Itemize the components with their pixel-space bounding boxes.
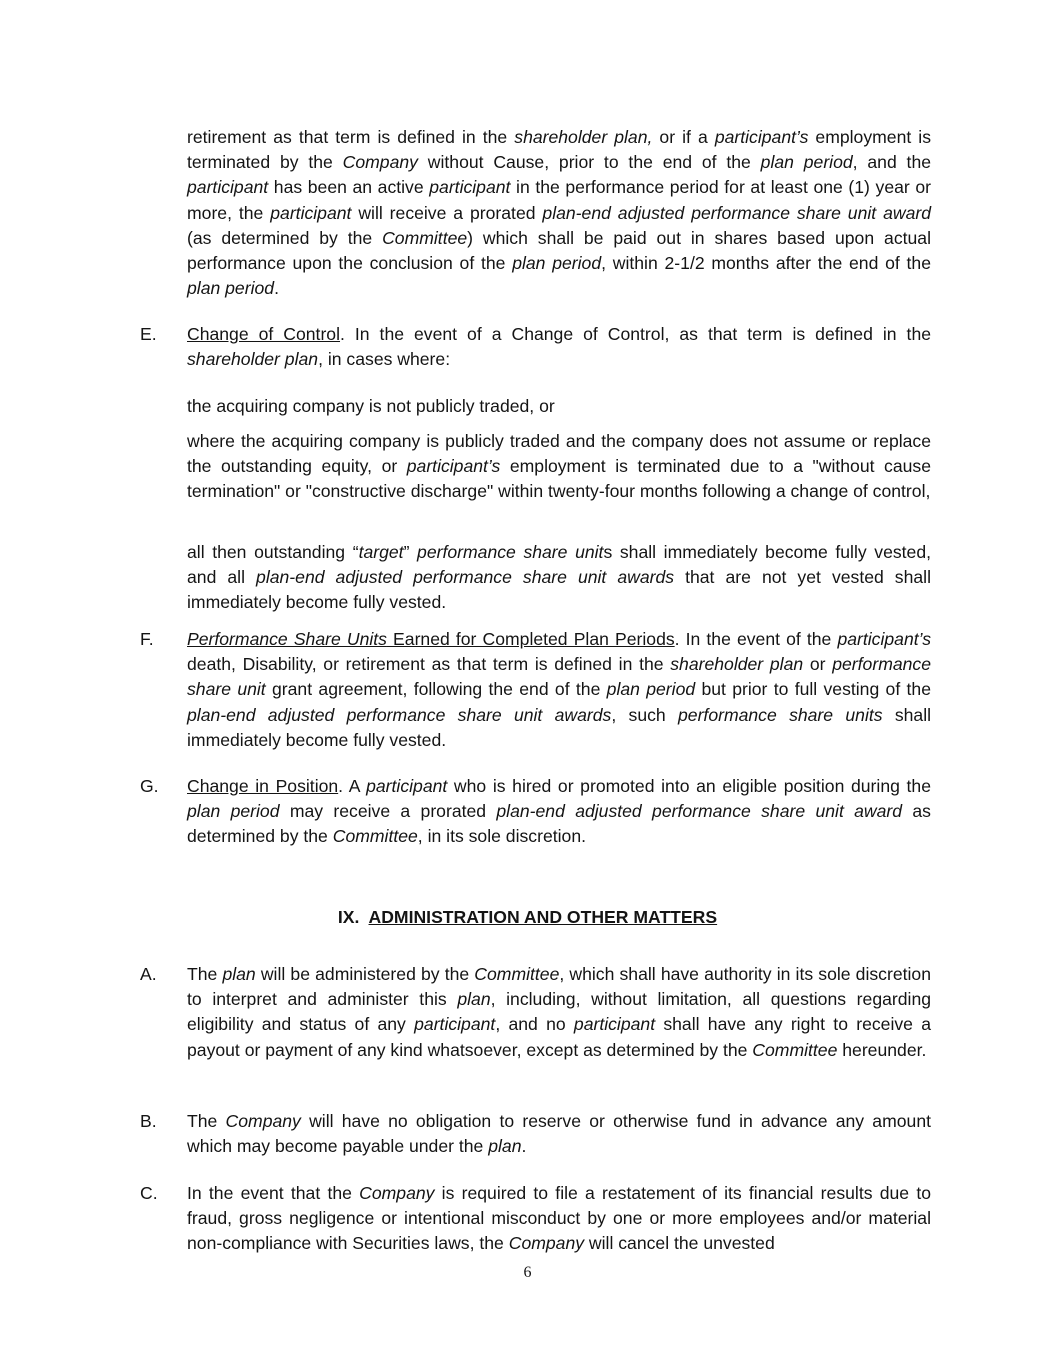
text-run: plan <box>222 964 256 984</box>
text-run: Change of Control <box>187 324 341 344</box>
section-g-paragraph <box>187 774 931 850</box>
text-run: may receive a prorated <box>279 801 497 822</box>
text-run: is required to file a restatement of its financial results due to fraud, gross negligence or intentional misconduct by one or more employees and/or material non-compliance with Securities laws, the <box>187 1183 931 1254</box>
text-run: plan-end adjusted performance share unit awards <box>256 567 675 588</box>
text-run: Committee <box>474 964 560 984</box>
text-run: plan-end adjusted performance share unit award <box>496 801 903 822</box>
text-run: in the performance period for at least one (1) year or more, the <box>187 177 931 223</box>
text-run: plan period <box>187 801 280 822</box>
text-run: plan <box>457 989 491 1010</box>
section-g-label: G. <box>140 776 159 796</box>
text-run: grant agreement, following the end of the <box>265 679 607 700</box>
text-run: participant <box>429 177 511 198</box>
text-run: will cancel the unvested <box>584 1233 775 1254</box>
text-run: plan period <box>512 253 602 274</box>
text-run: ) which shall be paid out in shares based upon actual performance upon the conclusion of the <box>187 227 931 274</box>
text-run: performance share unit <box>187 654 932 700</box>
text-run: has been an active <box>268 177 430 198</box>
text-run: plan-end adjusted performance share unit awards <box>187 704 612 725</box>
text-run: participant <box>187 177 269 198</box>
text-run: employment is terminated by the <box>187 127 932 173</box>
text-run: . In the event of the <box>674 629 838 649</box>
text-run: s shall immediately become fully vested, and all <box>187 542 932 588</box>
section-f-label: F. <box>140 629 154 649</box>
section-e-clause-2 <box>187 429 931 505</box>
section-e-clause-3 <box>187 540 931 616</box>
text-run: will have no obligation to reserve or otherwise fund in advance any amount which may become payable under the <box>187 1111 931 1157</box>
text-run: Company <box>359 1183 435 1203</box>
text-run: Performance Share Units <box>187 629 387 649</box>
text-run: . In the event of a Change of Control, as that term is defined in the <box>340 324 932 344</box>
text-run: performance share unit <box>417 542 604 562</box>
text-run: , such <box>611 704 678 725</box>
section-e-paragraph <box>187 322 931 372</box>
section-c-label: C. <box>140 1183 158 1203</box>
text-run: participant’s <box>837 629 931 649</box>
section-a-paragraph <box>187 962 931 1063</box>
text-run: Company <box>342 152 418 173</box>
section-f-paragraph <box>187 627 931 753</box>
page-number: 6 <box>523 1264 532 1281</box>
text-run: ” <box>403 542 418 562</box>
text-run: The <box>187 964 223 984</box>
text-run: , and no <box>495 1014 574 1035</box>
text-run: Change in Position <box>187 776 339 796</box>
text-run: plan period <box>760 152 853 173</box>
text-run: without Cause, prior to the end of the <box>417 152 761 173</box>
text-run: In the event that the <box>187 1183 360 1203</box>
text-run: , in its sole discretion. <box>417 826 586 847</box>
text-run: Committee <box>752 1039 838 1060</box>
text-run: , within 2-1/2 months after the end of the <box>601 253 932 274</box>
section-e-label: E. <box>140 324 157 344</box>
text-run: death, Disability, or retirement as that term is defined in the <box>187 654 671 675</box>
text-run: that are not yet vested shall immediately become fully vested. <box>187 567 931 613</box>
text-run: participant <box>414 1014 496 1035</box>
text-run: plan period <box>606 679 696 700</box>
section-b-label: B. <box>140 1111 157 1131</box>
text-run: Committee <box>332 826 418 847</box>
intro-paragraph <box>187 125 931 301</box>
text-run: participant <box>573 1014 656 1035</box>
heading-number: IX. <box>337 907 360 927</box>
text-run: or if a <box>652 127 715 147</box>
text-run: (as determined by the <box>187 227 383 248</box>
text-run: . A <box>338 776 367 796</box>
text-run: Company <box>508 1233 585 1254</box>
text-run: . <box>521 1136 527 1157</box>
text-run: plan-end adjusted performance share unit award <box>542 202 931 223</box>
text-run: , in cases where: <box>318 349 451 370</box>
text-run: or <box>803 654 833 675</box>
text-run: , and the <box>852 152 932 173</box>
text-run: Company <box>225 1111 301 1131</box>
text-run: the acquiring company is not publicly traded, or <box>187 396 555 416</box>
text-run: target <box>358 542 404 562</box>
text-run: shall immediately become fully vested. <box>187 704 932 750</box>
text-run: , including, without limitation, all questions regarding eligibility and status of any <box>187 989 932 1035</box>
text-run: shareholder plan, <box>514 127 653 147</box>
text-run: will receive a prorated <box>351 202 543 223</box>
text-run: performance share units <box>678 704 883 725</box>
text-run: employment is terminated due to a "without cause termination" or "constructive discharge" within twenty-four months following a change of control, <box>187 456 931 502</box>
section-e-clause-1 <box>187 394 931 419</box>
text-run: , which shall have authority in its sole discretion to interpret and administer this <box>187 964 931 1010</box>
text-run: participant <box>270 202 352 223</box>
text-run: The <box>187 1111 226 1131</box>
text-run: will be administered by the <box>255 964 475 984</box>
text-run: plan period <box>187 278 275 299</box>
section-c-paragraph <box>187 1181 931 1257</box>
text-run: as determined by the <box>187 801 931 847</box>
heading-title: ADMINISTRATION AND OTHER MATTERS <box>368 907 718 927</box>
text-run: shareholder plan <box>187 349 319 370</box>
text-run: . <box>274 278 279 299</box>
section-b-paragraph <box>187 1109 931 1159</box>
text-run: participant’s <box>406 456 501 477</box>
text-run: participant <box>366 776 448 796</box>
text-run: shall have any right to receive a payout or payment of any kind whatsoever, except as determined by the <box>187 1014 931 1060</box>
text-run: retirement as that term is defined in the <box>187 127 515 147</box>
text-run: hereunder. <box>837 1039 927 1060</box>
text-run: shareholder plan <box>670 654 804 675</box>
text-run: plan <box>488 1136 522 1157</box>
section-a-label: A. <box>140 964 157 984</box>
text-run: Committee <box>382 227 468 248</box>
text-run: but prior to full vesting of the <box>695 679 931 700</box>
text-run: all then outstanding “ <box>187 542 359 562</box>
text-run: who is hired or promoted into an eligible position during the <box>447 776 931 796</box>
section-heading <box>0 905 1055 930</box>
text-run: where the acquiring company is publicly traded and the company does not assume or replace the outstanding equity, or <box>187 431 931 477</box>
text-run: participant’s <box>714 127 809 147</box>
text-run: Earned for Completed Plan Periods <box>386 629 675 649</box>
